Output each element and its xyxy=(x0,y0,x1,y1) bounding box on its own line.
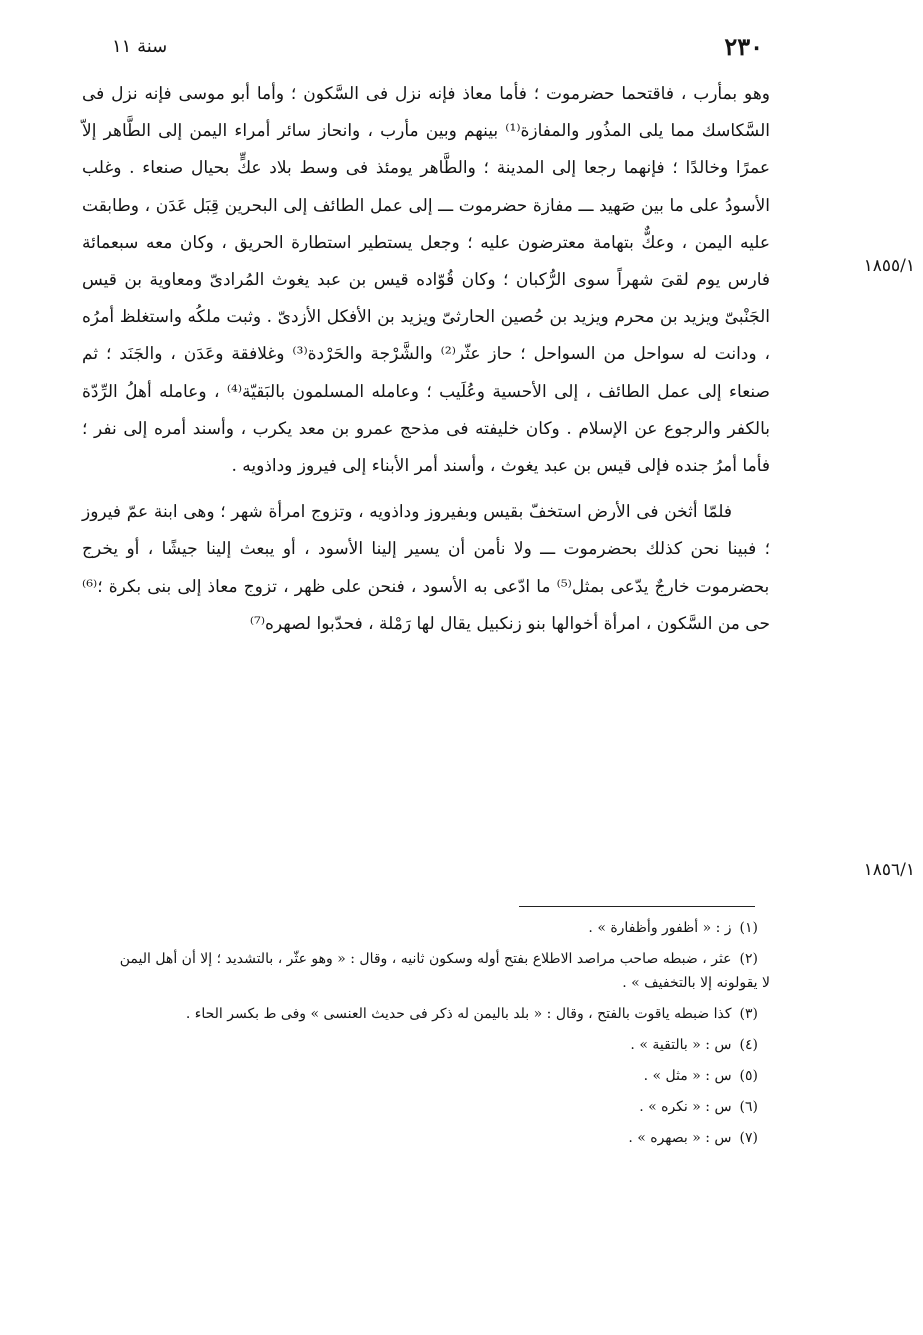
footnote-text: كذا ضبطه ياقوت بالفتح ، وقال : « بلد باليمن له ذكر فى حديث العنسى » وفى ط بكسر الحاء . xyxy=(185,1006,732,1022)
text-line: وعَدَن ، والجَنَد ؛ ثم صنعاء إلى عمل الطائف ، إلى الأحسية وعُلَيب ؛ xyxy=(82,344,770,402)
margin-reference-1855: ١٨٥٥/١ xyxy=(863,256,915,276)
footnote-text: س : « نكره » . xyxy=(639,1099,732,1115)
footnote-text: س : « مثل » . xyxy=(643,1068,732,1084)
footnote-number: (٢) xyxy=(739,951,758,967)
text-line: مفازة حضرموت ـــ إلى عمل الطائف إلى البحرين قِبَل عَدَن ، وطابقت عليه xyxy=(82,195,770,253)
text-line: فلمّا أثخن فى الأرض استخفّ بقيس وبفيروز وداذويه ، وتزوج امرأة xyxy=(262,502,732,523)
footnotes xyxy=(112,916,770,1157)
running-head-year: سنة ١١ xyxy=(112,36,168,57)
footnote xyxy=(112,1095,770,1119)
text-line: يسير إلينا الأسود ، أو يبعث إلينا جيشًا ، أو يخرج بحضرموت خارجٌ يدّعى xyxy=(82,539,770,597)
text-line: يومئذ فى وسط بلاد عكٍّ بحيال صنعاء . وغلب الأسودُ على ما بين صَهيد ـــ xyxy=(82,158,770,216)
margin-reference-1856: ١٨٥٦/١ xyxy=(863,860,915,880)
text-line: ودانت له سواحل من السواحل ؛ حاز عثّر⁽²⁾ والشَّرْجة والحَرْدة⁽³⁾ وغلافقة xyxy=(223,344,757,365)
footnote-number: (٥) xyxy=(739,1068,758,1084)
text-line: شهر ؛ وهى ابنة عمّ فيروز ؛ فبينا نحن كذلك بحضرموت ـــ ولا نأمن أن xyxy=(82,502,770,560)
paragraph-2 xyxy=(82,494,770,643)
text-line: معه سبعمائة فارس يوم لقىَ شهراً سوى الرُّكبان ؛ وكان قُوّاده قيس بن xyxy=(82,232,771,291)
footnote-number: (٦) xyxy=(739,1099,758,1115)
text-line: بمثل⁽⁵⁾ ما ادّعى به الأسود ، فنحن على ظهر ، تزوج معاذ إلى بنى بكرة ؛⁽⁶⁾ xyxy=(82,576,605,597)
text-line: حُصين الحارثىّ ويزيد بن الأفكل الأزدىّ . وثبت ملكُه واستغلظ أمرُه ، xyxy=(82,307,770,365)
text-line: حى من السَّكون ، امرأة أخوالها بنو زنكبيل يقال لها رَمْلة ، فحدّبوا لصهره⁽⁷⁾ xyxy=(249,613,770,634)
paragraph-1 xyxy=(82,76,770,485)
main-text xyxy=(82,76,770,643)
text-line: وعامله المسلمون بالبَقيّة⁽⁴⁾ ، وعامله أهلُ الرِّدّة بالكفر والرجوع عن الإسلام . xyxy=(82,381,771,439)
footnote-number: (٤) xyxy=(739,1037,758,1053)
text-line: وهو بمأرب ، فاقتحما حضرموت ؛ فأما معاذ فإنه نزل فى السَّكون ؛ وأما أبو موسى xyxy=(171,84,770,104)
page-header xyxy=(0,32,923,66)
footnote-text: عثر ، ضبطه صاحب مراصد الاطلاع بفتح أوله وسكون ثانيه ، وقال : « وهو عثّر ، بالتشديد ؛ إلا أن أهل اليمن لا يقولونه إلا بالتخفيف » . xyxy=(119,951,770,991)
footnote-text: ز : « أظفور وأظفارة » . xyxy=(588,920,732,936)
footnote xyxy=(112,916,770,940)
footnote xyxy=(112,1033,770,1057)
footnote xyxy=(112,1064,770,1088)
footnote xyxy=(112,1002,770,1026)
footnote-text: س : « بصهره » . xyxy=(628,1130,732,1146)
footnote xyxy=(112,947,770,995)
page-number: ٢٣٠ xyxy=(724,32,763,61)
text-line: وكان خليفته فى مذحج عمرو بن معد يكرب ، وأسند أمره إلى نفر ؛ فأما أمرُ xyxy=(82,418,770,477)
text-line: سائر أمراء اليمن إلى الطَّاهر إلاّ عمرًا وخالدًا ؛ فإنهما رجعا إلى المدينة ؛ والطَّاهر xyxy=(82,121,770,179)
text-line: عبد يغوث المُرادىّ ومعاوية بن قيس الجَنْبىّ ويزيد بن محرم ويزيد بن xyxy=(82,270,770,328)
footnote-number: (٧) xyxy=(739,1130,758,1146)
footnote-divider xyxy=(519,906,755,907)
footnote-number: (٣) xyxy=(739,1006,758,1022)
footnote-number: (١) xyxy=(739,920,758,936)
text-line: فإنه نزل فى السَّكاسك مما يلى المذُور والمفازة⁽¹⁾ بينهم وبين مأرب ، وانحاز xyxy=(82,84,770,142)
text-line: اليمن ، وعكٌّ بتهامة معترضون عليه ؛ وجعل يستطير استطارة الحريق ، وكان xyxy=(172,232,733,253)
footnote xyxy=(112,1126,770,1150)
text-line: جنده فإلى قيس بن عبد يغوث ، وأسند أمر الأبناء إلى فيروز وداذويه . xyxy=(231,456,709,477)
footnote-text: س : « بالتقية » . xyxy=(630,1037,732,1053)
